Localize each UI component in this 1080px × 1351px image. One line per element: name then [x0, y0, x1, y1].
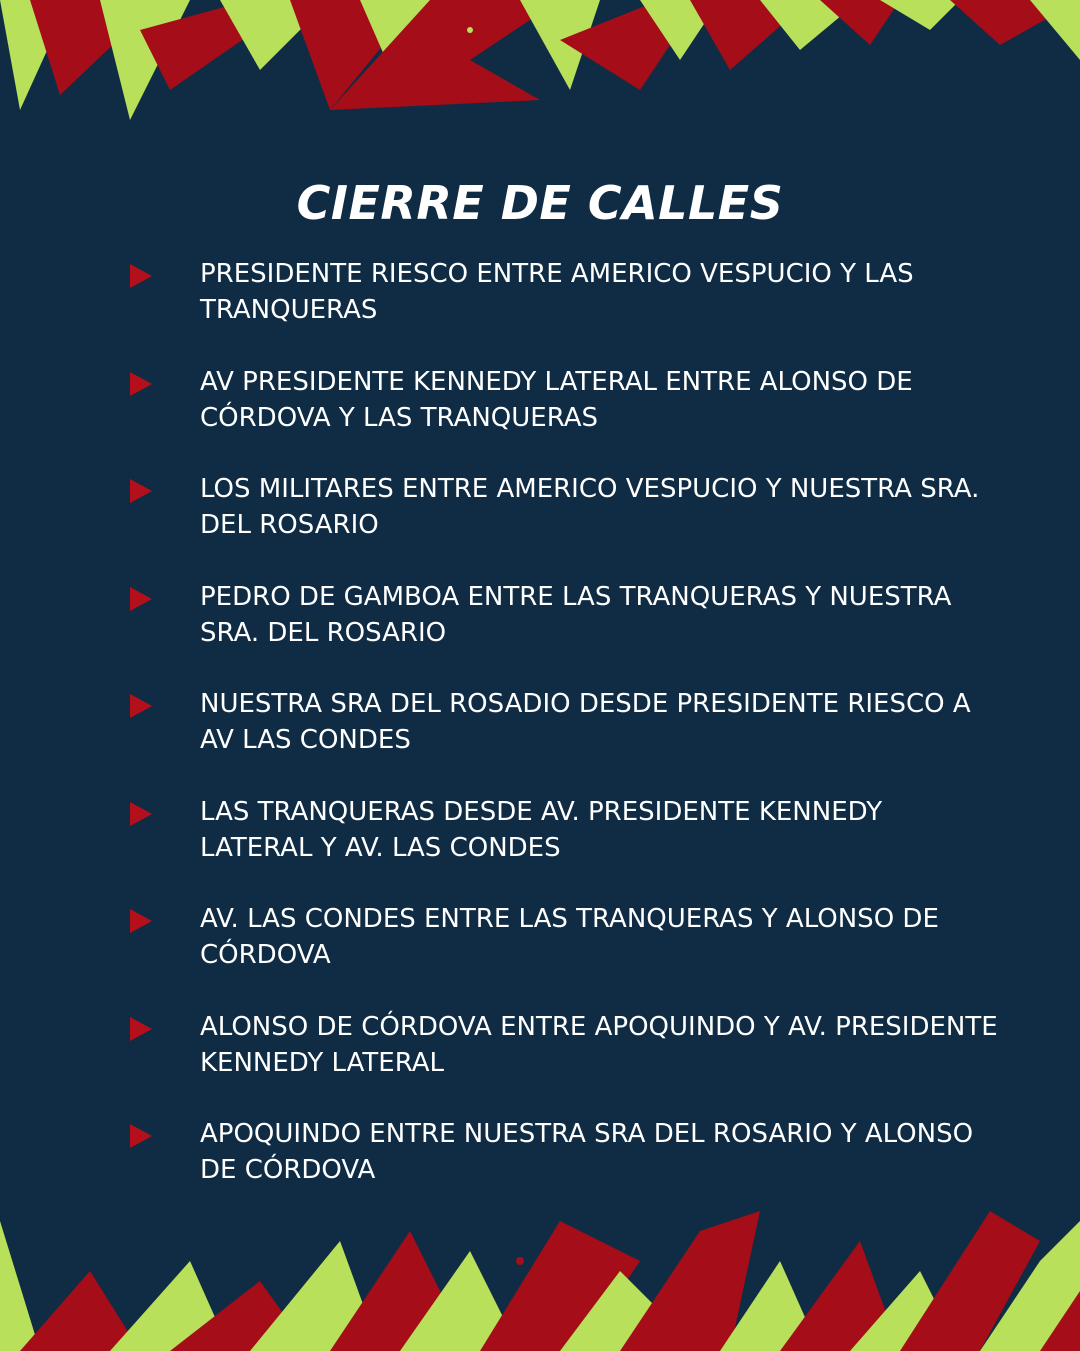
- list-item-text: PEDRO DE GAMBOA ENTRE LAS TRANQUERAS Y NUESTRA SRA. DEL ROSARIO: [200, 581, 952, 648]
- street-closure-list: [0, 256, 1080, 1224]
- red-triangle-icon: [130, 694, 152, 718]
- red-triangle-icon: [130, 909, 152, 933]
- list-item-text: PRESIDENTE RIESCO ENTRE AMERICO VESPUCIO Y LAS TRANQUERAS: [200, 259, 914, 325]
- list-item: [0, 364, 1080, 472]
- list-item-text: NUESTRA SRA DEL ROSADIO DESDE PRESIDENTE RIESCO A AV LAS CONDES: [200, 689, 971, 755]
- list-item: [0, 901, 1080, 1009]
- list-item-text: AV. LAS CONDES ENTRE LAS TRANQUERAS Y ALONSO DE CÓRDOVA: [200, 904, 939, 970]
- page-title: CIERRE DE CALLES: [296, 175, 784, 230]
- red-triangle-icon: [130, 1124, 152, 1148]
- bottom-decorative-border: [0, 1201, 1080, 1351]
- red-triangle-icon: [130, 479, 152, 503]
- list-item-text: AV PRESIDENTE KENNEDY LATERAL ENTRE ALONSO DE CÓRDOVA Y LAS TRANQUERAS: [200, 366, 913, 433]
- red-triangle-icon: [130, 1017, 152, 1041]
- list-item-text: LOS MILITARES ENTRE AMERICO VESPUCIO Y NUESTRA SRA. DEL ROSARIO: [200, 474, 980, 540]
- red-triangle-icon: [130, 264, 152, 288]
- list-item: [0, 794, 1080, 902]
- top-decorative-border: [0, 0, 1080, 130]
- list-item: [0, 471, 1080, 579]
- list-item-text: LAS TRANQUERAS DESDE AV. PRESIDENTE KENNEDY LATERAL Y AV. LAS CONDES: [200, 796, 883, 863]
- red-triangle-icon: [130, 587, 152, 611]
- list-item: [0, 256, 1080, 364]
- list-item: [0, 686, 1080, 794]
- list-item: [0, 579, 1080, 687]
- list-item: [0, 1009, 1080, 1117]
- list-item-text: APOQUINDO ENTRE NUESTRA SRA DEL ROSARIO Y ALONSO DE CÓRDOVA: [200, 1119, 974, 1185]
- red-triangle-icon: [130, 802, 152, 826]
- list-item-text: ALONSO DE CÓRDOVA ENTRE APOQUINDO Y AV. PRESIDENTE KENNEDY LATERAL: [200, 1011, 998, 1078]
- red-triangle-icon: [130, 372, 152, 396]
